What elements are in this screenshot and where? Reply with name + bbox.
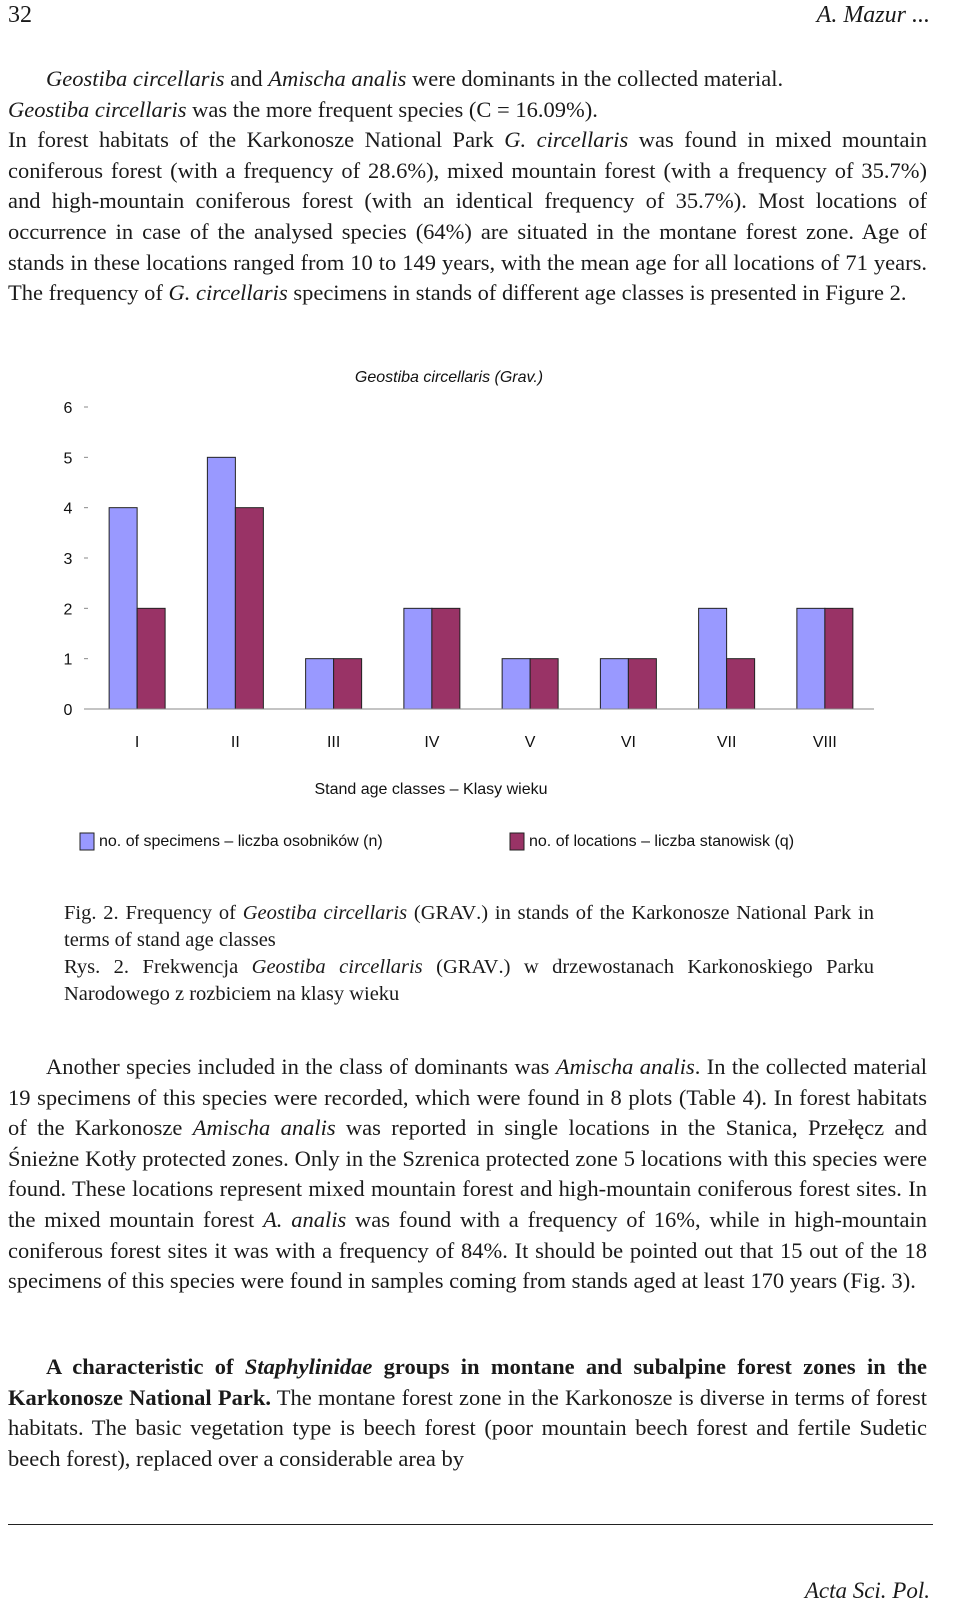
journal-name: Acta Sci. Pol. — [804, 1578, 930, 1603]
text: A characteristic of — [46, 1354, 245, 1379]
y-tick-label: 5 — [63, 450, 73, 468]
species-name: Geostiba circellaris — [242, 902, 408, 924]
text: .) in stands of the Karkonosze National Park in terms of stand age classes — [64, 902, 874, 951]
text: was found in mixed mountain coniferous forest (with a frequency of 28.6%), mixed mountain forest (with a frequency of 35.7%) and high-mountain coniferous forest (with an identical frequency of 35.7%). Most locations of occurrence in case of the analysed species (64%) are situated in the montane forest zone. Age of stands in these locations ranged from 10 to 149 years, with the mean age for all locations of 71 years. The frequency of — [8, 127, 927, 306]
legend-swatch-specimens — [80, 833, 94, 850]
species-name: Amischa analis — [555, 1054, 695, 1079]
bar-specimens-I — [109, 508, 137, 709]
bar-locations-IV — [432, 608, 460, 709]
bar-locations-VI — [628, 659, 656, 709]
species-name: Geostiba circellaris — [46, 66, 225, 91]
text: .) w drzewostanach Karkonoskiego Parku Narodowego z rozbiciem na klasy wieku — [64, 956, 874, 1005]
text: specimens in stands of different age classes is presented in Figure 2. — [287, 280, 907, 306]
x-tick-label: IV — [424, 734, 440, 751]
bar-locations-III — [334, 659, 362, 709]
x-axis-label: Stand age classes – Klasy wieku — [314, 781, 548, 798]
x-tick-label: VI — [620, 734, 636, 751]
paragraph-2 — [8, 1052, 927, 1297]
text: were dominants in the collected material. — [406, 66, 784, 91]
bar-specimens-IV — [404, 608, 432, 709]
bar-locations-I — [137, 608, 165, 709]
running-title: A. Mazur ... — [816, 2, 930, 28]
x-tick-label: II — [230, 734, 240, 751]
y-tick-label: 6 — [63, 400, 73, 417]
text: . In the collected material 19 specimens of this species were recorded, which were found in 8 plots (Table 4). In forest habitats of the Karkonosze — [8, 1054, 928, 1141]
bar-specimens-V — [502, 659, 530, 709]
author-name: RAV — [457, 956, 499, 978]
bar-locations-II — [235, 508, 263, 709]
figure-2-bar-chart — [0, 355, 960, 875]
x-axis-labels — [135, 734, 837, 751]
legend — [80, 833, 794, 850]
x-tick-label: III — [326, 734, 341, 751]
bars — [109, 457, 853, 709]
text: was found with a frequency of 16%, while in high-mountain coniferous forest sites it was with a frequency of 84%. It should be pointed out that 15 out of the 18 specimens of this species were found in samples coming from stands aged at least 170 years (Fig. 3). — [8, 1206, 927, 1294]
page-number: 32 — [8, 2, 32, 28]
species-name: G. circellaris — [504, 127, 629, 153]
legend-label-locations: no. of locations – liczba stanowisk (q) — [529, 833, 795, 850]
text: was the more frequent species (C = 16.09%). — [186, 96, 598, 122]
text: and — [224, 66, 269, 91]
y-tick-label: 3 — [63, 551, 73, 568]
bar-specimens-III — [306, 659, 334, 709]
text: groups in montane and subalpine forest zones in the Karkonosze National Park. — [8, 1354, 927, 1410]
legend-swatch-locations — [510, 833, 524, 850]
bar-locations-VII — [727, 659, 755, 709]
text: Rys. 2. Frekwencja — [64, 956, 252, 978]
y-tick-label: 0 — [63, 702, 73, 719]
species-name: Geostiba circellaris — [251, 956, 423, 978]
y-axis — [64, 400, 88, 719]
text: Another species included in the class of dominants was — [46, 1054, 556, 1079]
bar-specimens-VIII — [797, 608, 825, 709]
y-tick-label: 4 — [63, 500, 73, 518]
species-name: Geostiba circellaris — [8, 96, 187, 122]
figure-caption-en — [64, 900, 874, 954]
bar-specimens-VI — [600, 659, 628, 709]
legend-label-specimens: no. of specimens – liczba osobników (n) — [99, 833, 383, 850]
chart-title: Geostiba circellaris (Grav.) — [354, 369, 544, 386]
text: In forest habitats of the Karkonosze National Park — [8, 127, 505, 153]
species-name: Amischa analis — [268, 66, 407, 91]
bar-specimens-II — [207, 457, 235, 709]
x-tick-label: I — [134, 734, 140, 751]
footer-rule — [8, 1524, 933, 1525]
y-tick-label: 2 — [63, 601, 73, 619]
x-tick-label: VIII — [812, 734, 837, 751]
bar-locations-V — [530, 659, 558, 709]
text: (G — [407, 902, 436, 924]
species-name: Amischa analis — [192, 1115, 336, 1141]
bar-specimens-VII — [699, 608, 727, 709]
species-name: A. analis — [263, 1206, 347, 1232]
text: The montane forest zone in the Karkonosze is diverse in terms of forest habitats. The basic vegetation type is beech forest (poor mountain beech forest and fertile Sudetic beech forest), replaced over a considerable area by — [8, 1384, 928, 1471]
family-name: Staphylinidae — [244, 1354, 373, 1379]
species-name: G. circellaris — [168, 280, 288, 306]
x-tick-label: V — [524, 734, 536, 751]
paragraph-1 — [8, 64, 927, 309]
text: was reported in single locations in the Stanica, Przełęcz and Śnieżne Kotły protected zones. Only in the Szrenica protected zone 5 locations with this species were found. These locations represent mixed mountain forest and high-mountain coniferous forest sites. In the mixed mountain forest — [8, 1115, 927, 1232]
paragraph-3 — [8, 1352, 927, 1474]
author-name: RAV — [435, 902, 477, 924]
figure-caption-pl — [64, 954, 874, 1008]
bar-locations-VIII — [825, 608, 853, 709]
y-tick-label: 1 — [63, 651, 73, 669]
text: (G — [422, 956, 458, 978]
x-tick-label: VII — [716, 734, 737, 751]
text: Fig. 2. Frequency of — [64, 902, 243, 924]
